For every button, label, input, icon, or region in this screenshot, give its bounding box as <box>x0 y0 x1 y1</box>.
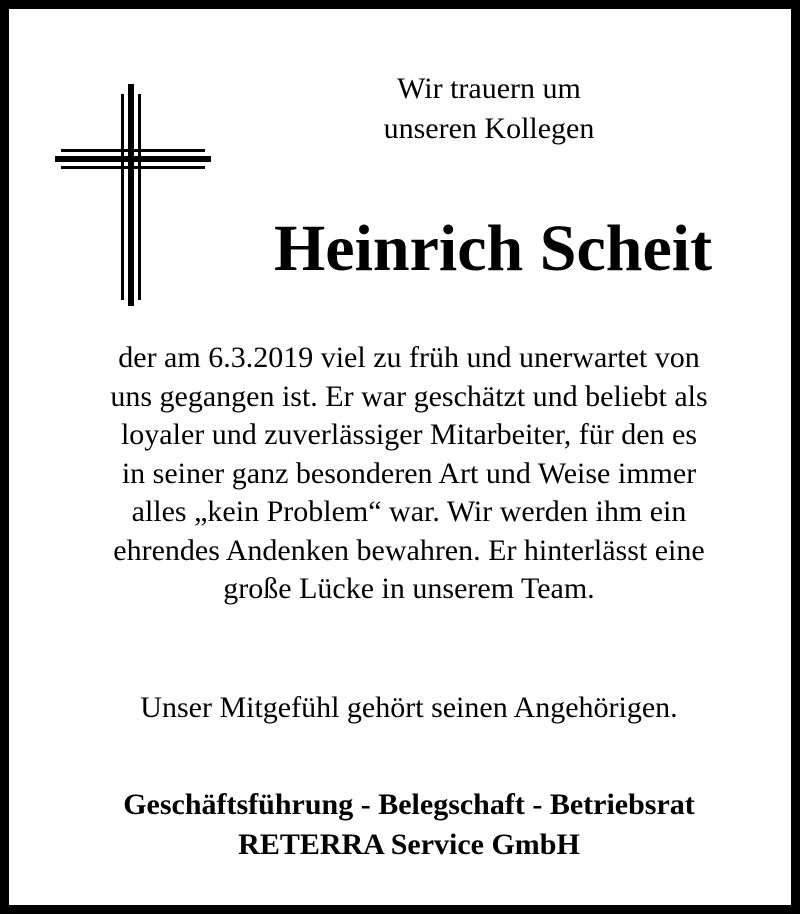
body-line: große Lücke in unserem Team. <box>223 572 595 605</box>
intro-line: Wir trauern um <box>397 72 581 105</box>
body-line: loyaler und zuverlässiger Mitarbeiter, für den es <box>120 418 698 451</box>
body-line: alles „kein Problem“ war. Wir werden ihm ein <box>131 495 687 528</box>
signature-line: Geschäftsführung - Belegschaft - Betriebsrat <box>123 788 695 821</box>
body-line: ehrendes Andenken bewahren. Er hinterlässt eine <box>113 533 705 567</box>
body-line: uns gegangen ist. Er war geschätzt und beliebt als <box>110 379 708 413</box>
cross-icon <box>53 84 213 306</box>
sympathy-line: Unser Mitgefühl gehört seinen Angehörigen. <box>140 691 678 724</box>
signature <box>39 785 779 865</box>
intro-line: unseren Kollegen <box>383 112 595 145</box>
deceased-name: Heinrich Scheit <box>273 212 713 285</box>
company-name: RETERRA Service GmbH <box>238 828 580 861</box>
body-line: der am 6.3.2019 viel zu früh und unerwartet von <box>118 341 700 374</box>
notice-body <box>39 339 779 609</box>
body-line: in seiner ganz besonderen Art und Weise immer <box>121 456 697 490</box>
intro-text <box>319 69 659 149</box>
